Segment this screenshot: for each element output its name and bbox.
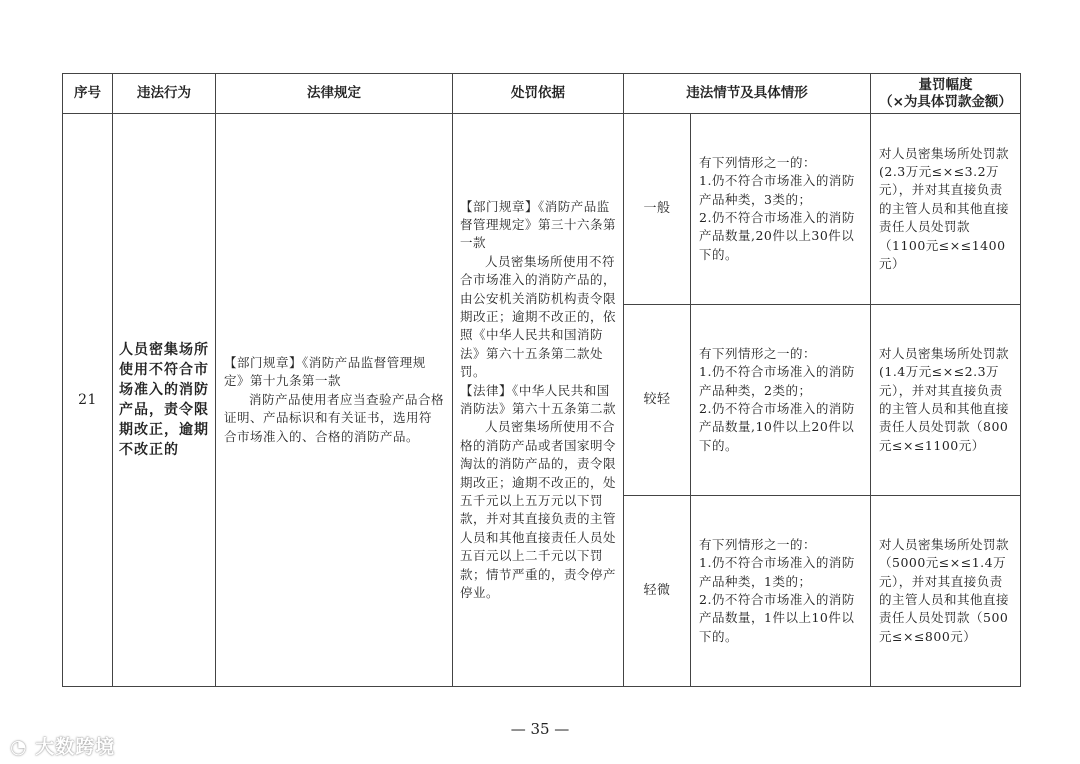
header-circumstances: 违法情节及具体情形: [624, 74, 871, 114]
condition-line: 1.仍不符合市场准入的消防产品种类，2类的；: [699, 364, 855, 398]
condition-line: 有下列情形之一的：: [699, 536, 817, 552]
basis-source-2: 【法律】《中华人民共和国消防法》第六十五条第二款: [460, 382, 617, 416]
seq-cell: 21: [63, 114, 113, 687]
level-cell: 一般: [624, 114, 691, 305]
basis-text-2: 人员密集场所使用不合格的消防产品或者国家明令淘汰的消防产品的，责令限期改正；逾期不改正的，处五千元以上五万元以下罚款，并对其直接负责的主管人员和其他直接责任人员处五百元以上二千元以下罚款；情节严重的，责令停产停业。: [460, 419, 617, 601]
penalty-cell: 对人员密集场所处罚款（5000元≤×≤1.4万元），并对其直接负责的主管人员和其他直接责任人员处罚款（500元≤×≤800元）: [871, 496, 1021, 687]
law-cell: [216, 114, 453, 687]
condition-line: 1.仍不符合市场准入的消防产品种类，3类的；: [699, 173, 855, 207]
watermark-logo: [10, 732, 115, 759]
page-number: — 35 —: [510, 720, 570, 738]
header-penalty-title: 量罚幅度: [918, 76, 973, 93]
condition-cell: [691, 305, 871, 496]
watermark-icon: ◔: [10, 736, 28, 758]
header-penalty: [871, 74, 1021, 114]
table-row: [63, 114, 1021, 305]
penalty-table: [62, 73, 1021, 687]
condition-line: 1.仍不符合市场准入的消防产品种类，1类的；: [699, 555, 855, 589]
law-source: 【部门规章】《消防产品监督管理规定》第十九条第一款: [224, 354, 426, 389]
condition-line: 2.仍不符合市场准入的消防产品数量,10件以上20件以下的。: [699, 401, 855, 453]
basis-text-1: 人员密集场所使用不符合市场准入的消防产品的，由公安机关消防机构责令限期改正；逾期不改正的，依照《中华人民共和国消防法》第六十五条第二款处罚。: [460, 253, 617, 380]
act-cell: 人员密集场所使用不符合市场准入的消防产品，责令限期改正，逾期不改正的: [113, 114, 216, 687]
condition-cell: [691, 496, 871, 687]
basis-cell: [453, 114, 624, 687]
level-cell: 较轻: [624, 305, 691, 496]
condition-line: 有下列情形之一的：: [699, 154, 817, 170]
basis-source-1: 【部门规章】《消防产品监督管理规定》第三十六条第一款: [460, 198, 617, 251]
level-cell: 轻微: [624, 496, 691, 687]
header-penalty-note: （×为具体罚款金额）: [879, 93, 1012, 110]
condition-cell: [691, 114, 871, 305]
condition-line: 2.仍不符合市场准入的消防产品数量，1件以上10件以下的。: [699, 592, 855, 644]
table-header-row: [63, 74, 1021, 114]
header-basis: 处罚依据: [453, 74, 624, 114]
condition-line: 2.仍不符合市场准入的消防产品数量,20件以上30件以下的。: [699, 210, 855, 262]
law-text: 消防产品使用者应当查验产品合格证明、产品标识和有关证书，选用符合市场准入的、合格的消防产品。: [224, 391, 445, 444]
condition-line: 有下列情形之一的：: [699, 345, 817, 361]
penalty-cell: 对人员密集场所处罚款(2.3万元≤×≤3.2万元），并对其直接负责的主管人员和其他直接责任人员处罚款（1100元≤×≤1400元）: [871, 114, 1021, 305]
watermark-text: 大数跨境: [35, 736, 116, 758]
header-seq: 序号: [63, 74, 113, 114]
header-law: 法律规定: [216, 74, 453, 114]
header-act: 违法行为: [113, 74, 216, 114]
penalty-cell: 对人员密集场所处罚款(1.4万元≤×≤2.3万元），并对其直接负责的主管人员和其他直接责任人员处罚款（800元≤×≤1100元）: [871, 305, 1021, 496]
